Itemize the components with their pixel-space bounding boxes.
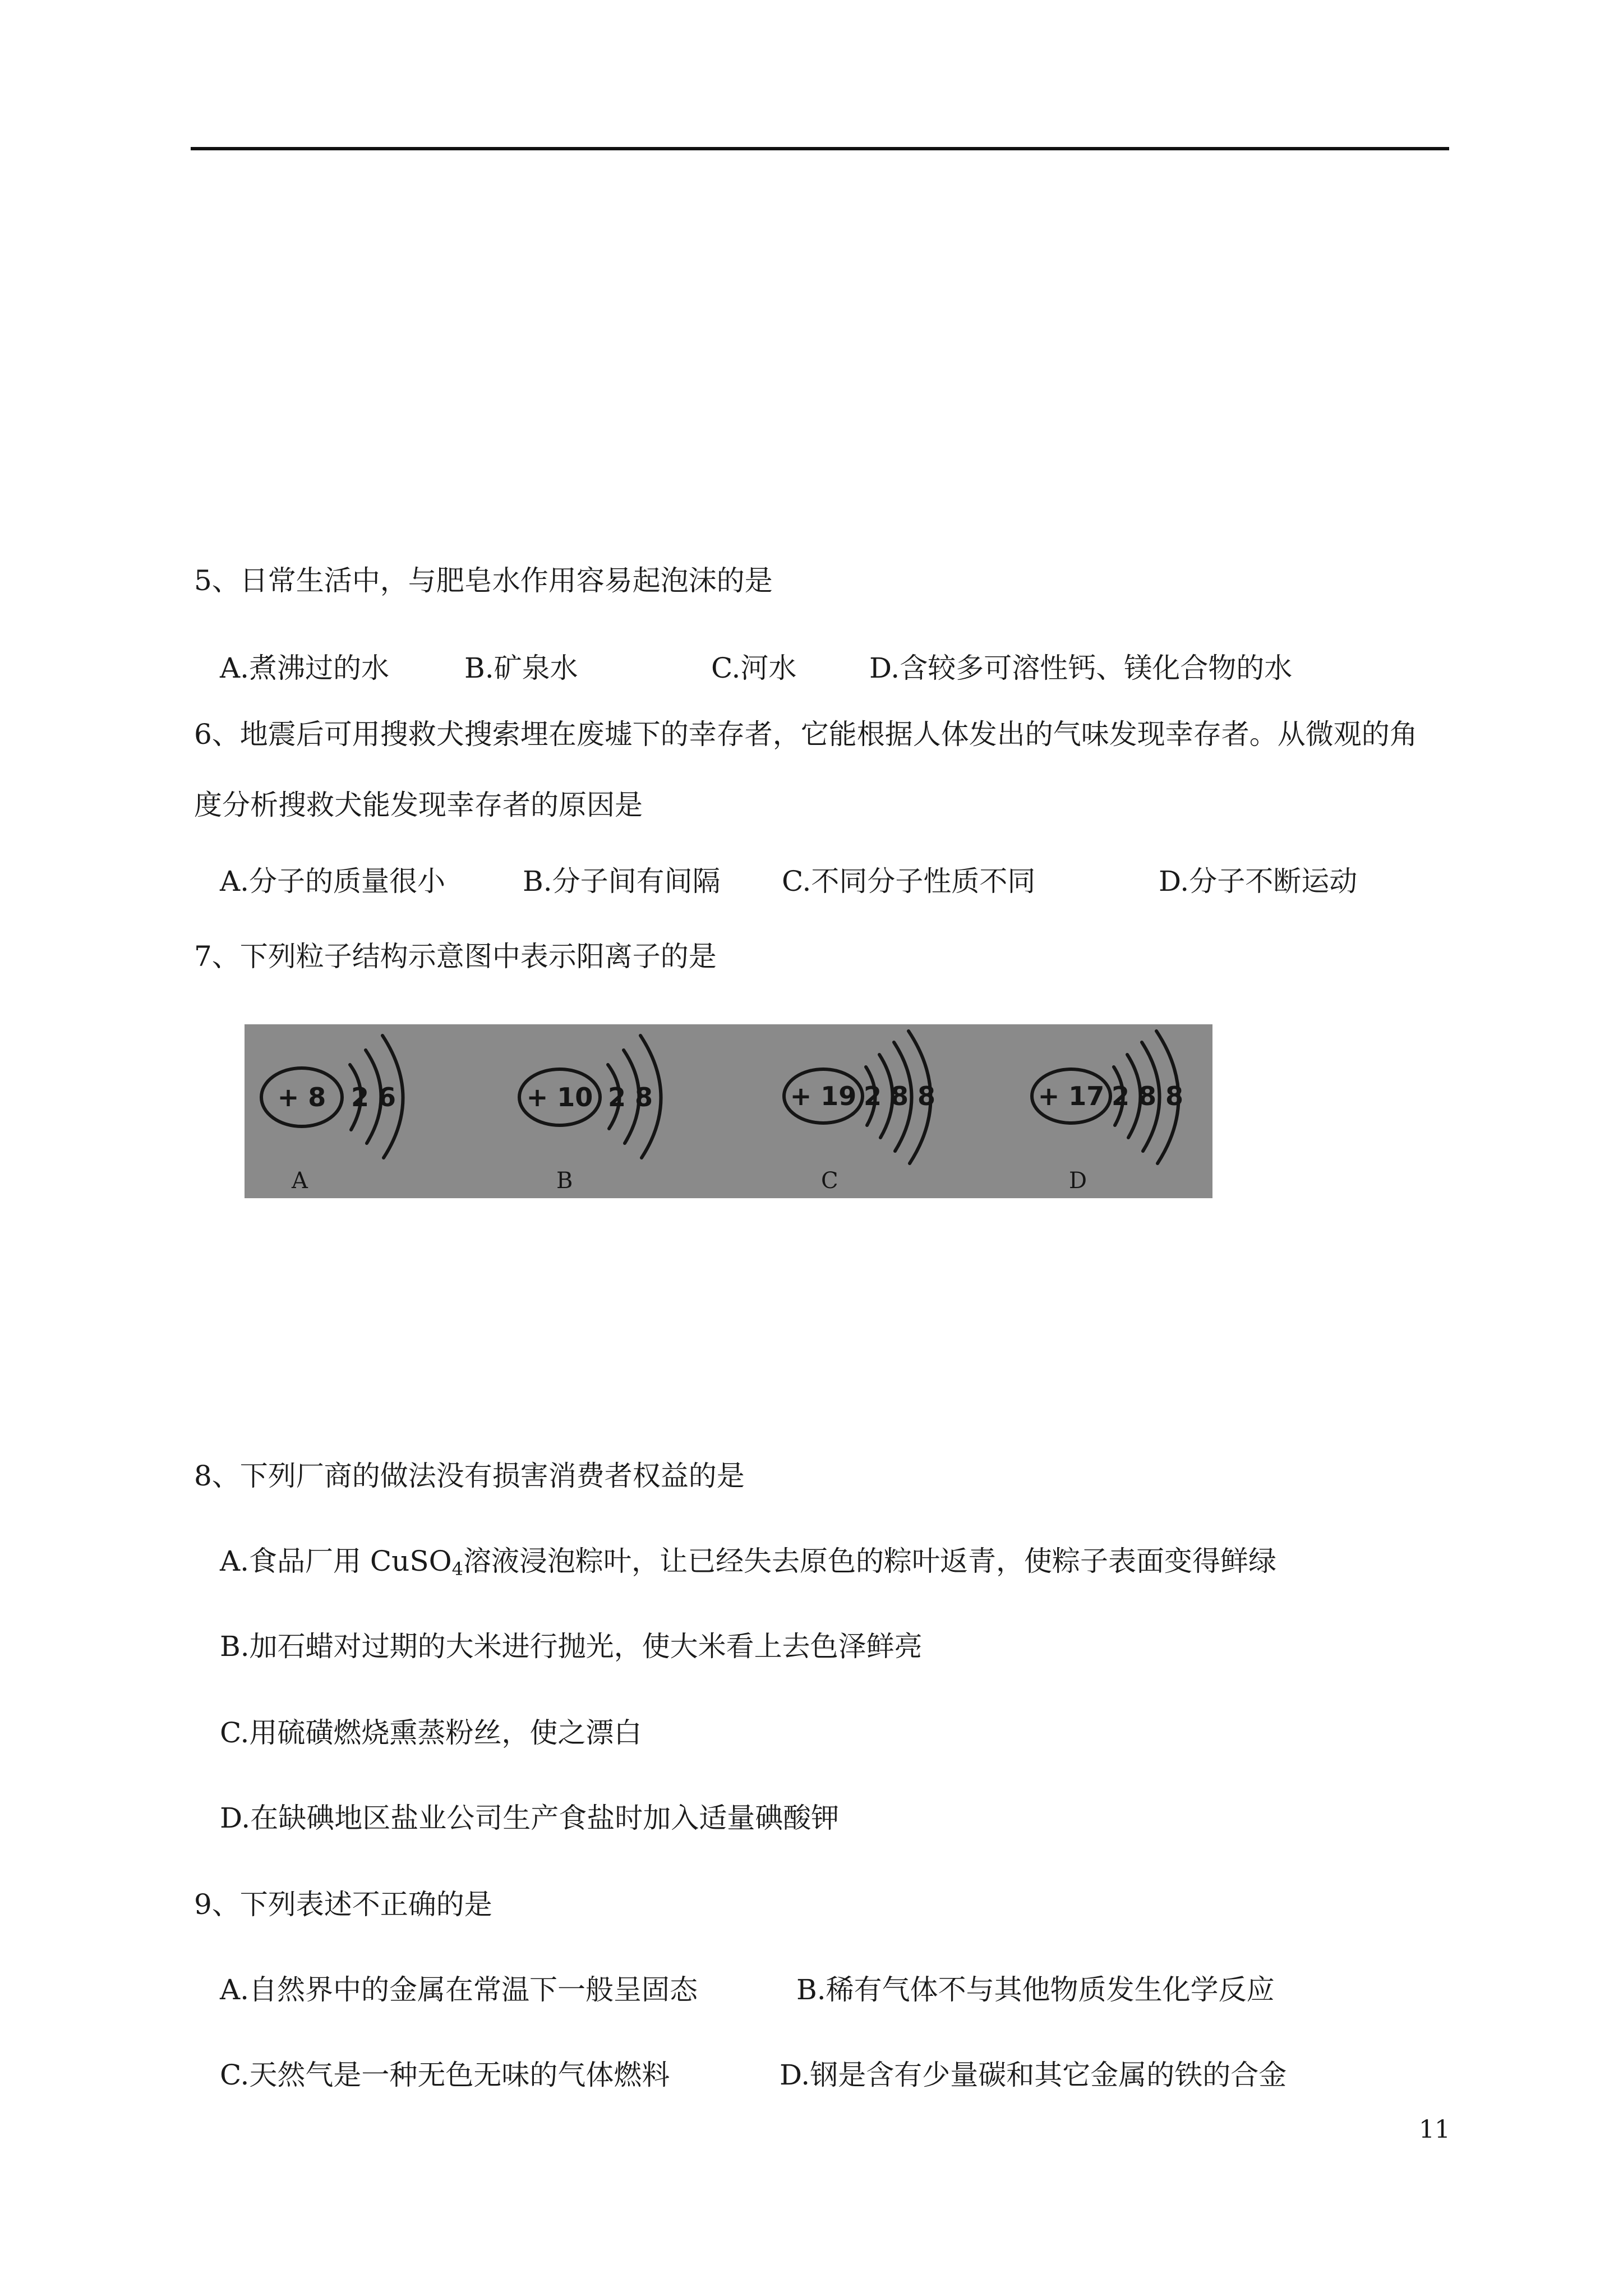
- q5-option-a: A.煮沸过的水: [220, 652, 390, 684]
- q5-option-c: C.河水: [711, 652, 797, 684]
- diagram-b-nucleus: + 10: [526, 1082, 593, 1112]
- question-7-stem: 7、下列粒子结构示意图中表示阳离子的是: [194, 940, 717, 973]
- atom-structure-figure: [245, 1024, 1212, 1198]
- diagram-d-shells: 2 8 8: [1112, 1081, 1184, 1111]
- q5-option-b: B.矿泉水: [464, 652, 578, 684]
- diagram-a-label: A: [292, 1168, 308, 1194]
- atom-structure-diagrams: [245, 1024, 1212, 1198]
- diagram-d-label: D: [1069, 1168, 1087, 1194]
- q9-option-b: B.稀有气体不与其他物质发生化学反应: [796, 1973, 1275, 2006]
- diagram-c-nucleus: + 19: [790, 1081, 857, 1111]
- q8-option-a-subscript: 4: [451, 1558, 463, 1580]
- q6-option-a: A.分子的质量很小: [220, 865, 446, 898]
- q6-option-b: B.分子间有间隔: [523, 865, 721, 898]
- diagram-c-label: C: [821, 1168, 838, 1194]
- q9-option-c: C.天然气是一种无色无味的气体燃料: [220, 2059, 670, 2091]
- q8-option-d: D.在缺碘地区盐业公司生产食盐时加入适量碘酸钾: [220, 1802, 840, 1834]
- header-rule: [191, 147, 1449, 150]
- diagram-d-nucleus: + 17: [1038, 1081, 1105, 1111]
- q8-option-c: C.用硫磺燃烧熏蒸粉丝，使之漂白: [220, 1717, 642, 1749]
- question-5-stem: 5、日常生活中，与肥皂水作用容易起泡沫的是: [194, 564, 773, 597]
- q8-option-a-suffix: 溶液浸泡粽叶，让已经失去原色的粽叶返青，使粽子表面变得鲜绿: [463, 1545, 1276, 1577]
- q9-option-d: D.钢是含有少量碳和其它金属的铁的合金: [780, 2059, 1287, 2091]
- diagram-a-nucleus: + 8: [277, 1082, 326, 1112]
- q8-option-a-prefix: A.食品厂用 CuSO: [220, 1545, 452, 1577]
- q8-option-b: B.加石蜡对过期的大米进行抛光，使大米看上去色泽鲜亮: [220, 1630, 923, 1663]
- diagram-b-shells: 2 8: [608, 1082, 653, 1112]
- diagram-b-label: B: [556, 1168, 573, 1194]
- q6-option-d: D.分子不断运动: [1159, 865, 1358, 898]
- question-8-stem: 8、下列厂商的做法没有损害消费者权益的是: [194, 1460, 745, 1492]
- question-9-stem: 9、下列表述不正确的是: [194, 1888, 492, 1921]
- question-6-stem-line2: 度分析搜救犬能发现幸存者的原因是: [194, 789, 643, 821]
- q5-option-d: D.含较多可溶性钙、镁化合物的水: [869, 652, 1293, 684]
- diagram-c-shells: 2 8 8: [864, 1081, 936, 1111]
- q8-option-a: [220, 1544, 1276, 1586]
- q6-option-c: C.不同分子性质不同: [782, 865, 1036, 898]
- page-number: 11: [1419, 2115, 1450, 2144]
- question-6-stem-line1: 6、地震后可用搜救犬搜索埋在废墟下的幸存者，它能根据人体发出的气味发现幸存者。从微观的角: [194, 718, 1418, 751]
- q9-option-a: A.自然界中的金属在常温下一般呈固态: [220, 1973, 698, 2006]
- diagram-a-shells: 2 6: [351, 1082, 396, 1112]
